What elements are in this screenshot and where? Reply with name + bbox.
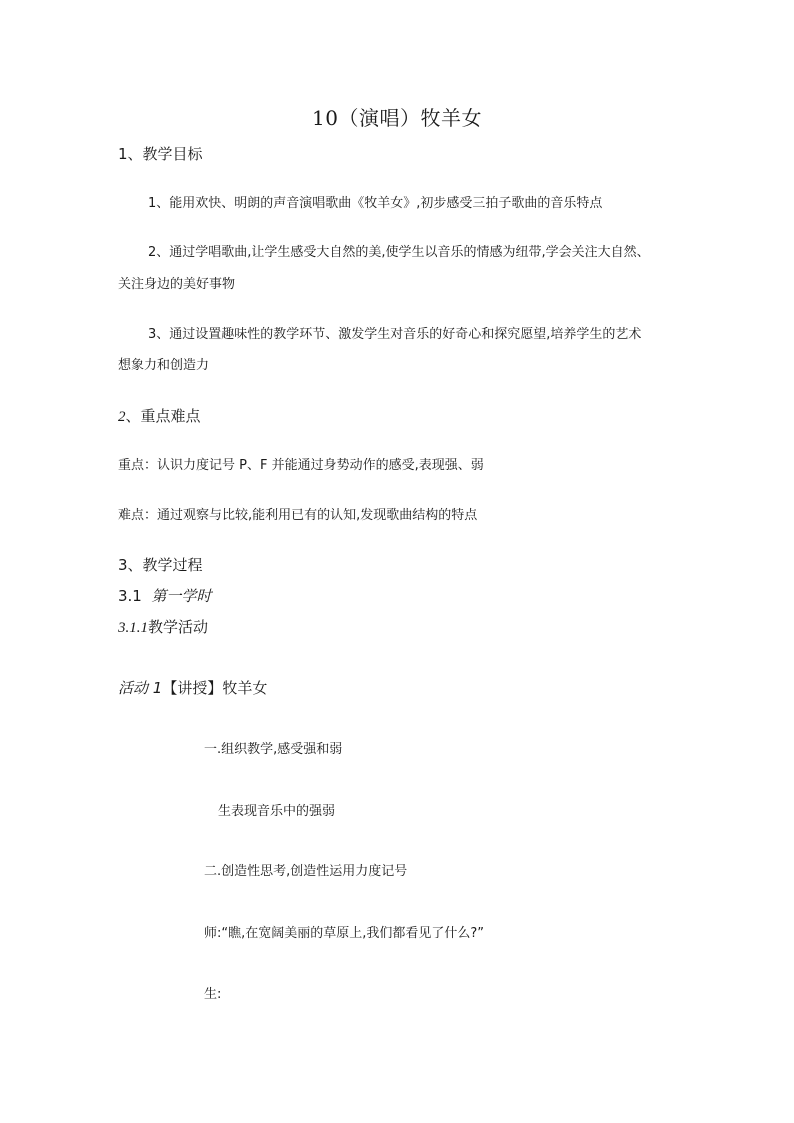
step-2: 二.创造性思考,创造性运用力度记号: [204, 864, 408, 879]
teacher-dialogue: 师:“瞧,在宽阔美丽的草原上,我们都看见了什么?”: [204, 926, 485, 941]
subsection-heading-first-period: [118, 589, 211, 604]
subsubsection-heading-activities: [118, 620, 208, 636]
difficult-point-line: 难点：通过观察与比较,能利用已有的认知,发现歌曲结构的特点: [118, 508, 478, 523]
section-heading-text: 、重点难点: [125, 407, 201, 425]
activity-heading: [118, 681, 267, 696]
document-title: 10（演唱）牧羊女: [312, 106, 482, 130]
step-1: 一.组织教学,感受强和弱: [204, 742, 343, 757]
section-heading-teaching-goals: 1、教学目标: [118, 145, 203, 163]
activity-text: 【讲授】牧羊女: [162, 679, 268, 697]
subsubsection-text: 教学活动: [148, 618, 209, 636]
step-1-detail: 生表现音乐中的强弱: [218, 804, 336, 819]
section-heading-number: 2: [118, 409, 126, 425]
goal-item-3-line-2: 想象力和创造力: [118, 358, 210, 373]
student-dialogue: 生:: [204, 987, 222, 1002]
goal-item-1: 1、能用欢快、明朗的声音演唱歌曲《牧羊女》,初步感受三拍子歌曲的音乐特点: [148, 196, 603, 211]
section-heading-teaching-process: 3、教学过程: [118, 556, 203, 574]
subsection-text: 第一学时: [151, 587, 212, 605]
goal-item-2-line-1: 2、通过学唱歌曲,让学生感受大自然的美,使学生以音乐的情感为纽带,学会关注大自然、: [148, 245, 650, 260]
subsection-number: 3.1: [118, 587, 142, 605]
subsubsection-number: 3.1.1: [118, 620, 148, 636]
key-point-line: 重点：认识力度记号 P、F 并能通过身势动作的感受,表现强、弱: [118, 458, 484, 473]
goal-item-2-line-2: 关注身边的美好事物: [118, 277, 236, 292]
goal-item-3-line-1: 3、通过设置趣味性的教学环节、激发学生对音乐的好奇心和探究愿望,培养学生的艺术: [148, 327, 642, 342]
section-heading-key-points: [118, 409, 201, 425]
activity-prefix: 活动 1: [118, 679, 163, 697]
